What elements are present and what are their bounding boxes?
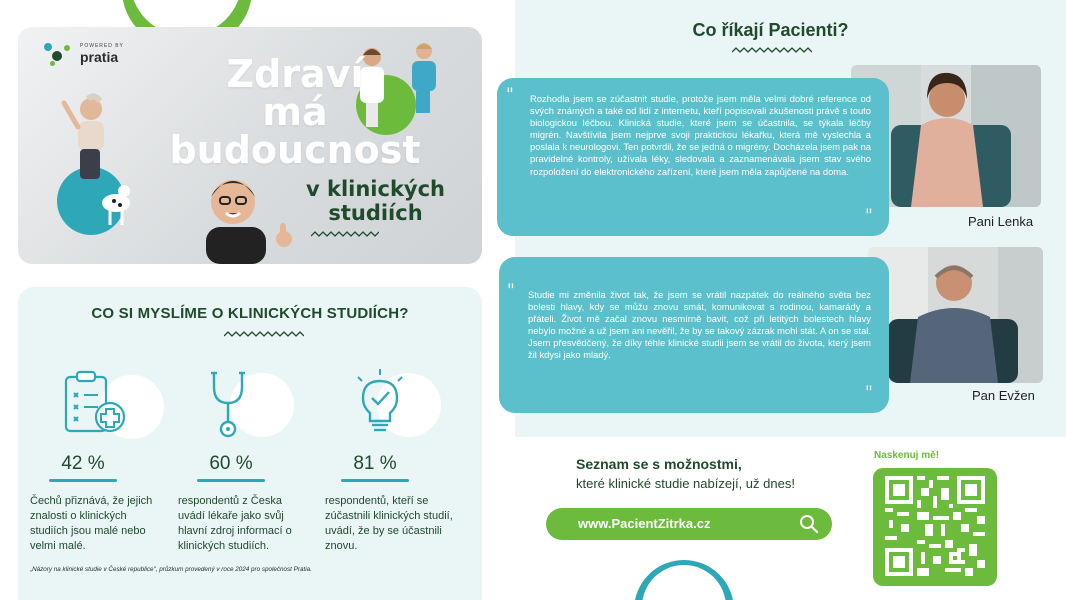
quote-mark-icon: " (865, 383, 873, 403)
wave-decoration (224, 330, 304, 338)
testimonial-name: Pan Evžen (972, 388, 1035, 403)
stethoscope-icon (206, 367, 256, 439)
testimonial-text: Studie mi změnila život tak, že jsem se vrátil nazpátek do reálného světa bez bolesti hlavy, kdy se můžu znovu smát, komunikovat s rodinou, kamarády a přáteli. Život mě začal znovu nesmírně bavit, což při letitých bolestech hlavy nebylo možné a už jsem ani nevěřil, že by se takový zázrak mohl stát. A on se stal. Jsem přesvědčený, že díky téhle klinické studii jsem se vrátil do života, který jsem žil kdysi jako mladý. (528, 289, 871, 361)
decorative-circle (634, 560, 734, 600)
stat-percent: 42 % (61, 453, 105, 474)
quote-mark-icon: " (865, 206, 873, 226)
testimonial-name: Pani Lenka (968, 214, 1034, 229)
stat-percent: 60 % (209, 453, 253, 474)
search-icon[interactable] (799, 514, 819, 534)
survey-panel (18, 287, 482, 600)
lightbulb-check-icon (350, 367, 410, 439)
stat-description: respondentů, kteří se zúčastnili klinických studií, uvádí, že by se účastnili znovu. (325, 495, 453, 552)
stat-description: Čechů přiznává, že jejich znalosti o klinických studiích jsou malé nebo velmi malé. (30, 495, 153, 552)
stat-underline (341, 479, 409, 482)
elderly-woman-with-dog-image (46, 91, 146, 241)
website-link[interactable] (546, 508, 832, 540)
stat-underline (197, 479, 265, 482)
patient-evzen-photo (868, 247, 1043, 383)
stat-percent: 81 % (353, 453, 397, 474)
testimonial-text: Rozhodla jsem se zúčastnit studie, protože jsem měla velmi dobré reference od svých známých a také od lidí z internetu, kteří popisovali zkušenosti právě s touto biologickou léčbou. Klinická studie, které jsem se účastnila, se týkala léčby migrén. Navštívila jsem nejprve svoji praktickou lékařku, která mě vyslechla a poslala k neurologovi. Ten potvrdil, že se jedná o migrény. Docházela jsem pak na pravidelné kontroly, užívala léky, sledovala a zaznamenávala jsem stav svého rozpoložení do elektronického zařízení, které jsem měla zapůjčené na doma. (530, 93, 871, 177)
survey-heading: CO SI MYSLÍME O KLINICKÝCH STUDIÍCH? (91, 305, 409, 322)
testimonial-card (499, 257, 889, 413)
powered-by-label: POWERED BY (80, 43, 124, 49)
cta-title: Seznam se s možnostmi, (576, 456, 742, 472)
stat-description: respondentů z Česka uvádí lékaře jako svůj hlavní zdroj informací o klinických studiích. (178, 495, 292, 552)
cta-subtitle: které klinické studie nabízejí, už dnes! (576, 476, 795, 491)
stat-underline (49, 479, 117, 482)
quote-mark-icon: " (507, 281, 515, 301)
pratia-logo (44, 41, 124, 67)
survey-footnote: „Názory na klinické studie v České republice", průzkum provedený v roce 2024 pro společnost Pratia. (30, 566, 312, 573)
website-url[interactable]: www.PacientZitrka.cz (578, 516, 711, 531)
qr-code[interactable] (873, 468, 997, 586)
pratia-dots-icon (44, 41, 74, 67)
testimonial-card (497, 78, 889, 236)
hero-subtitle: v klinických studiích (305, 177, 445, 225)
hero-title: Zdraví má budoucnost (169, 52, 421, 172)
wave-decoration (311, 230, 379, 238)
quote-mark-icon: " (506, 85, 514, 105)
brand-name: pratia (80, 49, 119, 65)
wave-decoration (732, 46, 812, 54)
testimonials-heading: Co říkají Pacienti? (692, 20, 849, 40)
young-man-thumbs-up-image (188, 167, 298, 264)
scan-label: Naskenuj mě! (874, 450, 940, 461)
clipboard-medical-icon (62, 369, 130, 439)
qr-code-icon (885, 476, 985, 576)
hero-banner (18, 27, 482, 264)
